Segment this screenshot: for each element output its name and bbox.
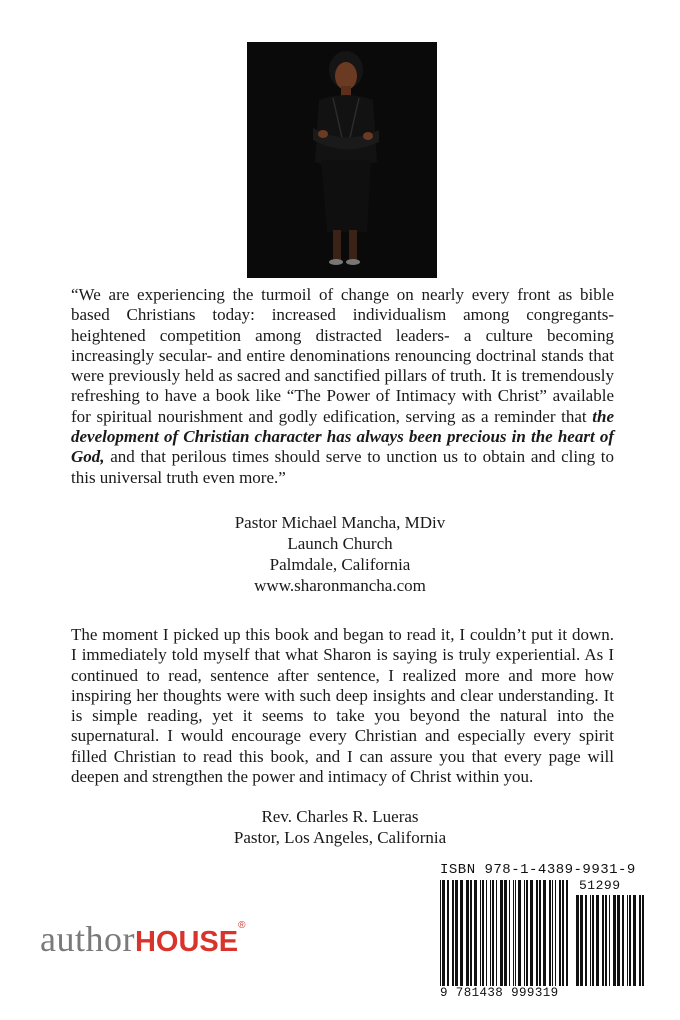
barcode-bar: [486, 880, 487, 986]
logo-house-text: HOUSE: [134, 926, 239, 958]
barcode-bar: [633, 895, 636, 986]
addon-barcode: [576, 895, 646, 986]
barcode-bar: [526, 880, 528, 986]
attribution-1-website: www.sharonmancha.com: [254, 576, 426, 595]
attribution-2: [0, 806, 680, 848]
barcode-bar: [559, 880, 561, 986]
barcode-bar: [549, 880, 551, 986]
isbn-label: ISBN 978-1-4389-9931-9: [440, 862, 636, 878]
barcode-bar: [500, 880, 503, 986]
barcode-bar: [452, 880, 454, 986]
barcode-bar: [590, 895, 591, 986]
barcode-bar: [440, 880, 441, 986]
quote1-emphasis: the development of Christian character has always been precious in the heart of God,: [71, 406, 614, 467]
barcode-bar: [490, 880, 491, 986]
barcode-bar: [482, 880, 484, 986]
barcode-bar: [524, 880, 525, 986]
barcode-bar: [627, 895, 628, 986]
attribution-2-location: Pastor, Los Angeles, California: [233, 828, 447, 847]
barcode-bar: [466, 880, 469, 986]
publisher-logo: [40, 918, 246, 960]
barcode-bar: [642, 895, 644, 986]
barcode-bar: [629, 895, 631, 986]
barcode-bar: [592, 895, 594, 986]
barcode-bar: [622, 895, 624, 986]
logo-registered-mark: ®: [238, 920, 246, 931]
barcode-bar: [543, 880, 546, 986]
barcode-bar: [509, 880, 510, 986]
barcode-bar: [515, 880, 516, 986]
barcode-bar: [496, 880, 497, 986]
endorsement-quote-1: [71, 285, 614, 488]
barcode-bar: [460, 880, 463, 986]
barcode-bar: [602, 895, 604, 986]
quote1-text-b: and that perilous times should serve to unction us to obtain and cling to this universal truth even more.”: [71, 447, 614, 487]
author-silhouette: [247, 42, 437, 278]
barcode-bar: [474, 880, 477, 986]
barcode-bar: [480, 880, 481, 986]
ean-digits: 9 781438 999319: [440, 986, 559, 1000]
barcode-bar: [617, 895, 620, 986]
barcode-bar: [639, 895, 641, 986]
barcode-bar: [455, 880, 458, 986]
barcode-bar: [580, 895, 583, 986]
barcode-bar: [504, 880, 507, 986]
barcode-bar: [492, 880, 494, 986]
attribution-1-location: Palmdale, California: [269, 555, 411, 574]
logo-author-text: author: [40, 919, 135, 959]
barcode-bar: [536, 880, 538, 986]
barcode-bar: [513, 880, 514, 986]
barcode-bar: [447, 880, 449, 986]
price-addon-label: 51299: [579, 878, 621, 893]
barcode-bar: [442, 880, 445, 986]
ean-barcode: [440, 880, 572, 986]
barcode-bar: [585, 895, 587, 986]
author-photo: [247, 42, 437, 278]
attribution-1: [0, 512, 680, 596]
barcode-bar: [566, 880, 568, 986]
barcode-bar: [470, 880, 472, 986]
barcode-bar: [552, 880, 553, 986]
attribution-1-church: Launch Church: [287, 534, 393, 553]
quote1-text-a: “We are experiencing the turmoil of change on nearly every front as bible based Christians today: increased individualism among congregants- heightened competition among distracted leaders- a culture becoming increasingly secular- and entire denominations renouncing doctrinal stands that were previously held as sacred and sanctified pillars of truth. It is tremendously refreshing to have a book like “The Power of Intimacy with Christ” available for spiritual nourishment and godly edification, serving as a reminder that: [71, 285, 614, 426]
barcode-bar: [562, 880, 564, 986]
barcode-bar: [613, 895, 616, 986]
attribution-2-name: Rev. Charles R. Lueras: [261, 807, 419, 826]
barcode-bar: [609, 895, 610, 986]
barcode-bar: [596, 895, 599, 986]
barcode-bar: [576, 895, 579, 986]
barcode-bar: [539, 880, 541, 986]
attribution-1-name: Pastor Michael Mancha, MDiv: [234, 513, 446, 532]
barcode-bar: [518, 880, 521, 986]
endorsement-quote-2: The moment I picked up this book and began to read it, I couldn’t put it down. I immediately told myself that what Sharon is saying is truly experiential. As I continued to read, sentence after sentence, I realized more and more how inspiring her thoughts were with such deep insights and clear understanding. It is simple reading, yet it seems to take you beyond the natural into the supernatural. I would encourage every Christian and especially every spirit filled Christian to read this book, and I can assure you that every page will deepen and strengthen the power and intimacy of Christ within you.: [71, 625, 614, 787]
barcode-bar: [605, 895, 607, 986]
barcode-bar: [555, 880, 556, 986]
barcode-bar: [530, 880, 533, 986]
